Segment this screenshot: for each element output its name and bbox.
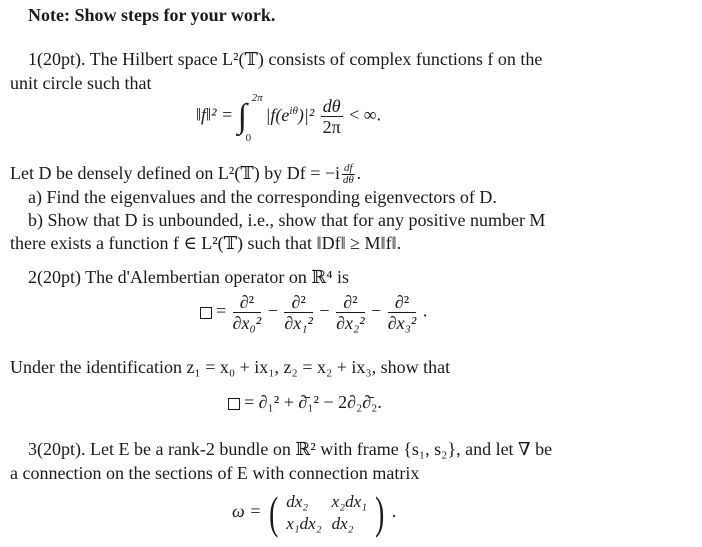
term-3-num: ∂² xyxy=(388,292,417,313)
integrand-base: |f(e xyxy=(265,104,290,125)
matrix-row-0 xyxy=(281,491,372,513)
integrand xyxy=(265,105,314,125)
matrix-cell: dx₂ xyxy=(286,492,309,511)
df-numerator: df xyxy=(344,162,353,175)
term-3-sign: − xyxy=(371,300,382,321)
df-dtheta-fraction xyxy=(342,163,355,186)
matrix-row-1 xyxy=(281,513,372,535)
term-1 xyxy=(284,292,313,333)
integral-sign: ∫ 2π 0 xyxy=(237,91,263,144)
matrix-cell: dx₂ xyxy=(331,514,354,533)
norm-equation xyxy=(196,91,382,144)
integral-upper-limit: 2π xyxy=(251,91,263,104)
result-text: = ∂₁² + ∂̄₁² − 2∂₂∂̄₂. xyxy=(244,392,382,412)
matrix-cell: x₂dx₁ xyxy=(331,492,368,511)
definition-tail: . xyxy=(356,163,362,183)
connection-matrix-equation xyxy=(232,487,397,538)
dtheta-denominator: 2π xyxy=(322,117,341,137)
dtheta-numerator: dθ xyxy=(322,96,341,116)
term-1-sign: − xyxy=(267,300,278,321)
term-3-den: ∂x₃² xyxy=(387,313,417,333)
integral-lower-limit: 0 xyxy=(245,131,252,144)
term-3 xyxy=(388,292,417,333)
problem1-part-b-line2: there exists a function f ∈ L²(𝕋) such that ‖Df‖ ≥ M‖f‖. xyxy=(10,233,402,253)
term-2-den: ∂x₂² xyxy=(336,313,365,333)
right-paren: ) xyxy=(375,487,385,538)
problem3-intro-line1: 3(20pt). Let E be a rank-2 bundle on ℝ² with frame {s₁, s₂}, and let ∇ be xyxy=(28,439,553,459)
term-2 xyxy=(336,292,365,333)
problem1-part-a: a) Find the eigenvalues and the corresponding eigenvectors of D. xyxy=(28,187,497,207)
term-0 xyxy=(233,292,262,333)
box-operator-icon xyxy=(200,307,212,319)
left-paren: ( xyxy=(268,487,279,538)
matrix-cell: x₁dx₂ xyxy=(286,514,322,533)
term-1-num: ∂² xyxy=(284,292,313,313)
problem3-intro-line2: a connection on the sections of E with connection matrix xyxy=(10,463,420,483)
omega-lhs: ω = xyxy=(232,501,262,522)
problem1-part-b-line1: b) Show that D is unbounded, i.e., show that for any positive number M xyxy=(28,210,546,230)
problem1-definition xyxy=(10,162,361,186)
term-1-den: ∂x₁² xyxy=(284,313,313,333)
norm-rhs: < ∞. xyxy=(349,104,382,125)
dtheta-fraction xyxy=(321,96,343,137)
integrand-exponent: iθ xyxy=(289,104,298,117)
connection-matrix xyxy=(281,491,372,535)
matrix-end-dot: . xyxy=(391,501,397,522)
dtheta-denominator-small: dθ xyxy=(342,174,354,187)
problem2-identification: Under the identification z₁ = x₀ + ix₁, z₂ = x₂ + ix₃, show that xyxy=(10,357,451,377)
box-equals: = xyxy=(216,300,227,321)
box-operator-icon-2 xyxy=(228,398,240,410)
term-0-den: ∂x₀² xyxy=(232,313,262,333)
term-0-num: ∂² xyxy=(233,292,262,313)
dalembertian-equation xyxy=(200,292,427,333)
problem1-intro-line1: 1(20pt). The Hilbert space L²(𝕋) consists of complex functions f on the xyxy=(28,49,543,69)
problem2-result xyxy=(228,392,382,413)
term-2-sign: − xyxy=(319,300,330,321)
note-heading: Note: Show steps for your work. xyxy=(28,5,276,25)
problem1-intro-line2: unit circle such that xyxy=(10,73,152,93)
dalembertian-end-dot: . xyxy=(422,300,428,321)
problem2-intro: 2(20pt) The d'Alembertian operator on ℝ⁴ is xyxy=(28,267,350,287)
integrand-tail: )|² xyxy=(297,104,315,125)
definition-text: Let D be densely defined on L²(𝕋) by Df = −i xyxy=(10,163,341,183)
norm-lhs: ‖f‖² = xyxy=(196,104,234,125)
term-2-num: ∂² xyxy=(336,292,365,313)
